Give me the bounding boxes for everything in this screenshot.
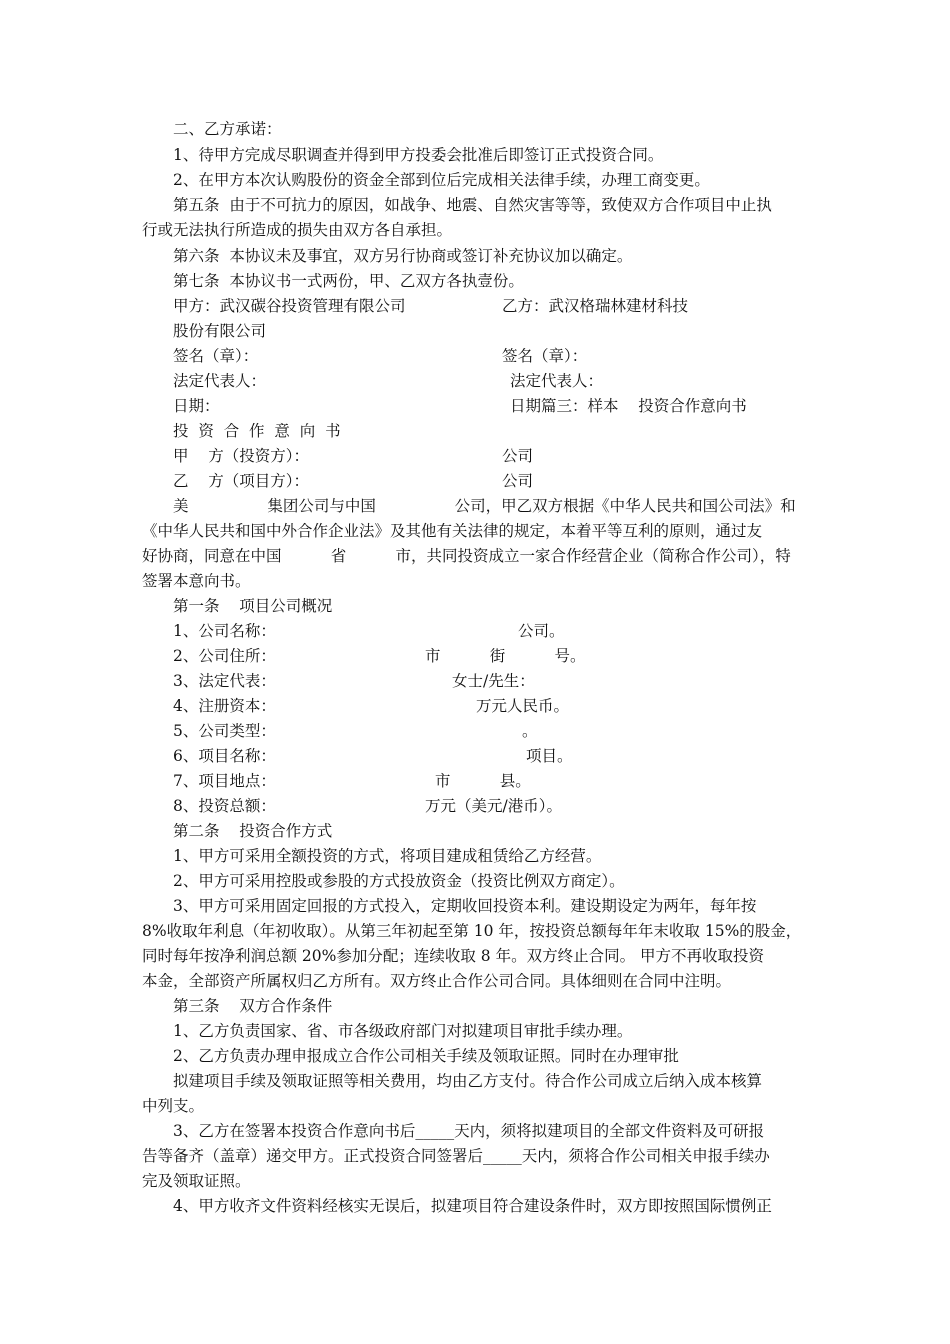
section-heading-party-b-commitments: 二、乙方承诺： xyxy=(173,120,282,138)
paragraph-line: 拟建项目手续及领取证照等相关费用，均由乙方支付。待合作公司成立后纳入成本核算 xyxy=(173,1072,763,1090)
paragraph-line: 3、乙方在签署本投资合作意向书后_____天内，须将拟建项目的全部文件资料及可研报 xyxy=(173,1122,765,1140)
preamble-line: 美 集团公司与中国 公司，甲乙双方根据《中华人民共和国公司法》和 xyxy=(173,497,796,515)
project-name-label: 6、项目名称： xyxy=(173,747,276,765)
registered-capital-suffix: 万元人民币。 xyxy=(476,697,570,715)
paragraph-line: 本金，全部资产所属权归乙方所有。双方终止合作公司合同。具体细则在合同中注明。 xyxy=(142,972,732,990)
party-b-name-continued: 股份有限公司 xyxy=(173,322,267,340)
legal-rep-suffix: 女士/先生： xyxy=(452,672,535,690)
paragraph-line: 中列支。 xyxy=(142,1097,205,1115)
article-6-line: 第六条 本协议未及事宜，双方另行协商或签订补充协议加以确定。 xyxy=(173,247,633,265)
preamble-line: 好协商，同意在中国 省 市，共同投资成立一家合作经营企业（简称合作公司），特 xyxy=(142,547,791,565)
article-5-line: 第五条 由于不可抗力的原因，如战争、地震、自然灾害等等，致使双方合作项目中止执 xyxy=(173,196,772,214)
paragraph-line: 3、甲方可采用固定回报的方式投入，定期收回投资本利。建设期设定为两年，每年按 xyxy=(173,897,757,915)
party-b-signature-label: 签名（章）： xyxy=(502,347,588,365)
paragraph-line: 4、甲方收齐文件资料经核实无误后，拟建项目符合建设条件时，双方即按照国际惯例正 xyxy=(173,1197,772,1215)
paragraph-line: 同时每年按净利润总额 20%参加分配；连续收取 8 年。双方终止合同。 甲方不再收取投资 xyxy=(142,947,765,965)
paragraph-line: 1、待甲方完成尽职调查并得到甲方投委会批准后即签订正式投资合同。 xyxy=(173,146,664,164)
paragraph-line: 1、甲方可采用全额投资的方式，将项目建成租赁给乙方经营。 xyxy=(173,847,602,865)
document-title: 投 资 合 作 意 向 书 xyxy=(173,422,341,440)
total-investment-label: 8、投资总额： xyxy=(173,797,276,815)
company-type-label: 5、公司类型： xyxy=(173,722,276,740)
company-type-suffix: 。 xyxy=(522,722,538,740)
paragraph-line: 2、在甲方本次认购股份的资金全部到位后完成相关法律手续，办理工商变更。 xyxy=(173,171,710,189)
party-a-date-label: 日期： xyxy=(173,397,220,415)
article-3-heading: 第三条 双方合作条件 xyxy=(173,997,333,1015)
registered-capital-label: 4、注册资本： xyxy=(173,697,276,715)
article-2-heading: 第二条 投资合作方式 xyxy=(173,822,333,840)
paragraph-line: 告等备齐（盖章）递交甲方。正式投资合同签署后_____天内，须将合作公司相关申报手续办 xyxy=(142,1147,770,1165)
party-b-company: 公司 xyxy=(502,472,534,490)
party-a-name: 甲方：武汉碳谷投资管理有限公司 xyxy=(173,297,406,315)
article-7-line: 第七条 本协议书一式两份，甲、乙双方各执壹份。 xyxy=(173,272,524,290)
project-name-suffix: 项目。 xyxy=(526,747,573,765)
legal-rep-label: 3、法定代表： xyxy=(173,672,276,690)
party-a-company: 公司 xyxy=(502,447,534,465)
article-1-heading: 第一条 项目公司概况 xyxy=(173,597,333,615)
preamble-line: 签署本意向书。 xyxy=(142,572,251,590)
preamble-line: 《中华人民共和国中外合作企业法》及其他有关法律的规定，本着平等互利的原则，通过友 xyxy=(142,522,763,540)
paragraph-line: 2、乙方负责办理申报成立合作公司相关手续及领取证照。同时在办理审批 xyxy=(173,1047,679,1065)
party-b-label: 乙 方（项目方）： xyxy=(173,472,309,490)
total-investment-suffix: 万元（美元/港币）。 xyxy=(425,797,562,815)
paragraph-line: 1、乙方负责国家、省、市各级政府部门对拟建项目审批手续办理。 xyxy=(173,1022,633,1040)
company-name-suffix: 公司。 xyxy=(518,622,565,640)
article-5-line: 行或无法执行所造成的损失由双方各自承担。 xyxy=(142,221,453,239)
party-b-name: 乙方：武汉格瑞林建材科技 xyxy=(502,297,689,315)
party-a-signature-label: 签名（章）： xyxy=(173,347,259,365)
party-b-legal-rep-label: 法定代表人： xyxy=(510,372,604,390)
paragraph-line: 完及领取证照。 xyxy=(142,1172,251,1190)
company-address-label: 2、公司住所： xyxy=(173,647,276,665)
project-location-suffix: 市 县。 xyxy=(435,772,531,790)
party-a-label: 甲 方（投资方）： xyxy=(173,447,309,465)
company-address-suffix: 市 街 号。 xyxy=(425,647,586,665)
company-name-label: 1、公司名称： xyxy=(173,622,276,640)
paragraph-line: 2、甲方可采用控股或参股的方式投放资金（投资比例双方商定）。 xyxy=(173,872,625,890)
project-location-label: 7、项目地点： xyxy=(173,772,276,790)
paragraph-line: 8%收取年利息（年初收取）。从第三年初起至第 10 年，按投资总额每年年末收取 15%的股金， xyxy=(142,922,802,940)
party-a-legal-rep-label: 法定代表人： xyxy=(173,372,267,390)
party-b-date-label: 日期篇三：样本 投资合作意向书 xyxy=(510,397,747,415)
